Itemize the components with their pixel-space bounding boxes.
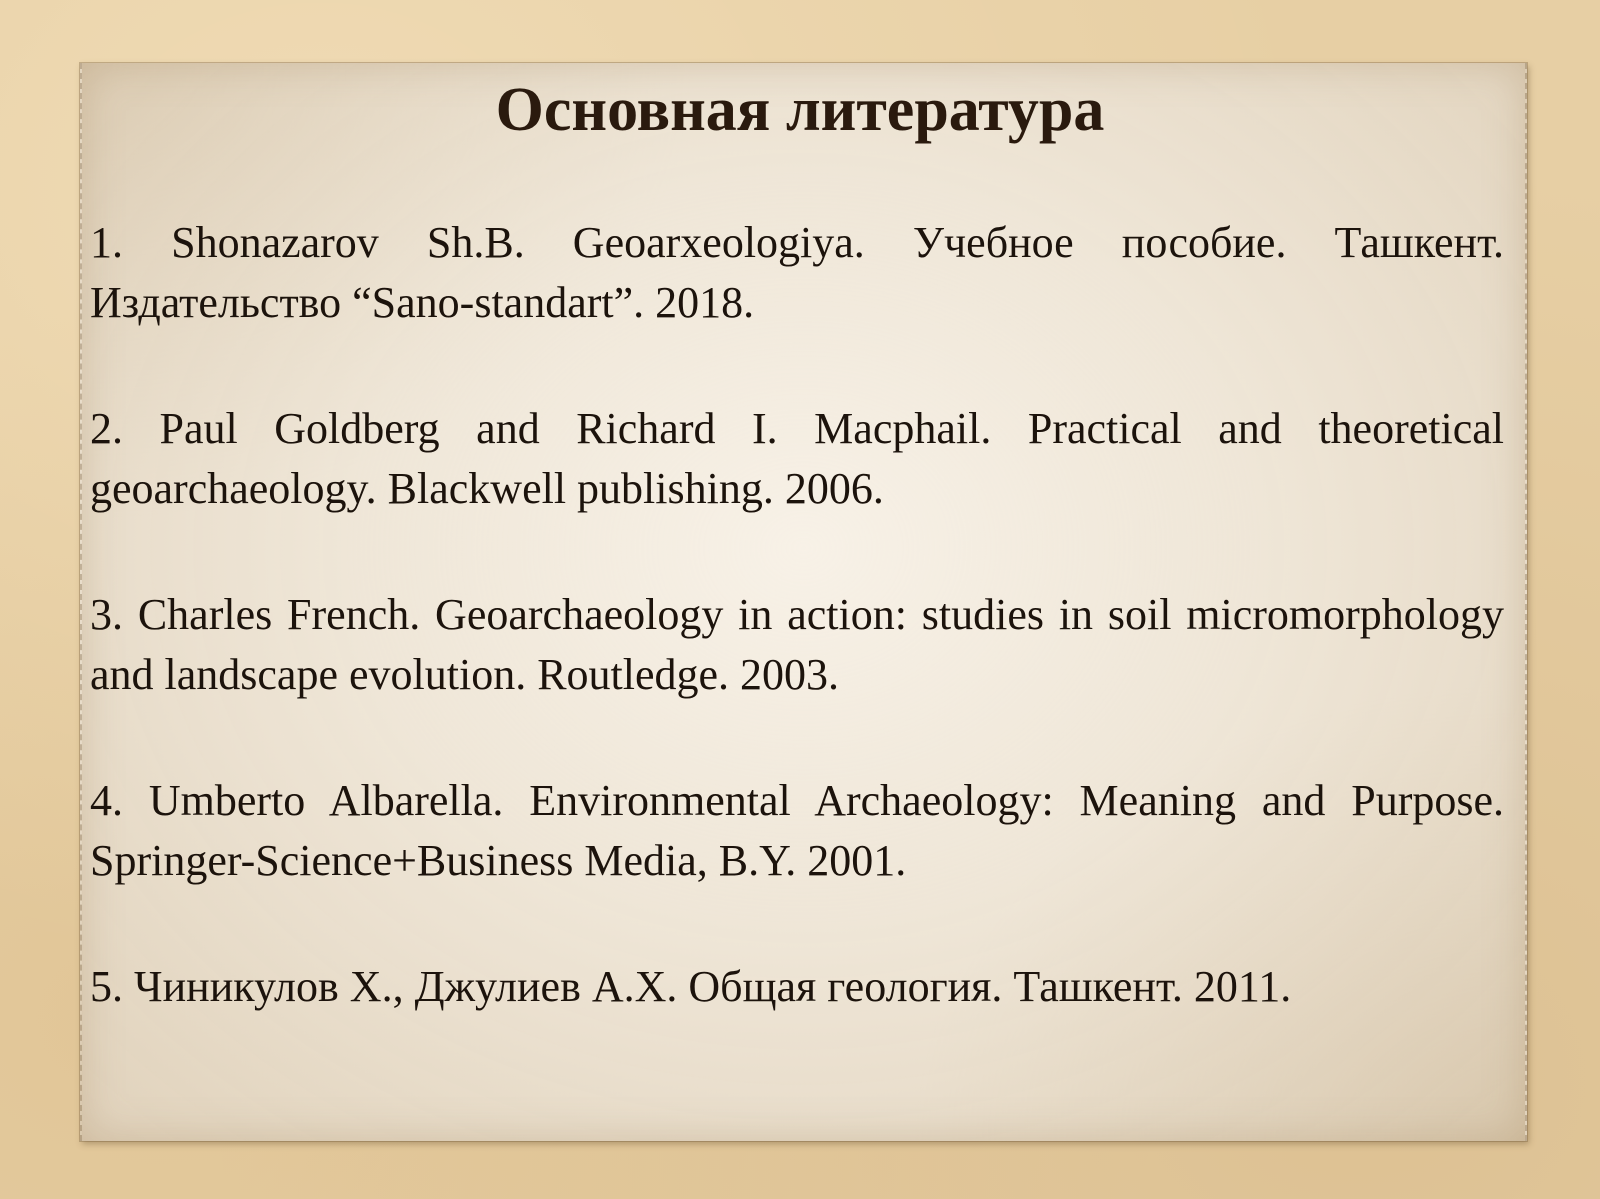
reference-item-2: 2. Paul Goldberg and Richard I. Macphail. Practical and theoretical geoarchaeology. Blackwell publishing. 2006. [90, 404, 1504, 513]
page-title: Основная литература [495, 76, 1105, 144]
reference-item-3: 3. Charles French. Geoarchaeology in action: studies in soil micromorphology and landscape evolution. Routledge. 2003. [90, 590, 1504, 699]
reference-list [90, 213, 1504, 1080]
reference-item-1: 1. Shonazarov Sh.B. Geoarxeologiya. Учебное пособие. Ташкент. Издательство “Sano-standart”. 2018. [90, 218, 1504, 327]
reference-item-4: 4. Umberto Albarella. Environmental Archaeology: Meaning and Purpose. Springer-Science+Business Media, B.Y. 2001. [90, 776, 1504, 885]
reference-item-5: 5. Чиникулов Х., Джулиев А.Х. Общая геология. Ташкент. 2011. [90, 962, 1292, 1011]
